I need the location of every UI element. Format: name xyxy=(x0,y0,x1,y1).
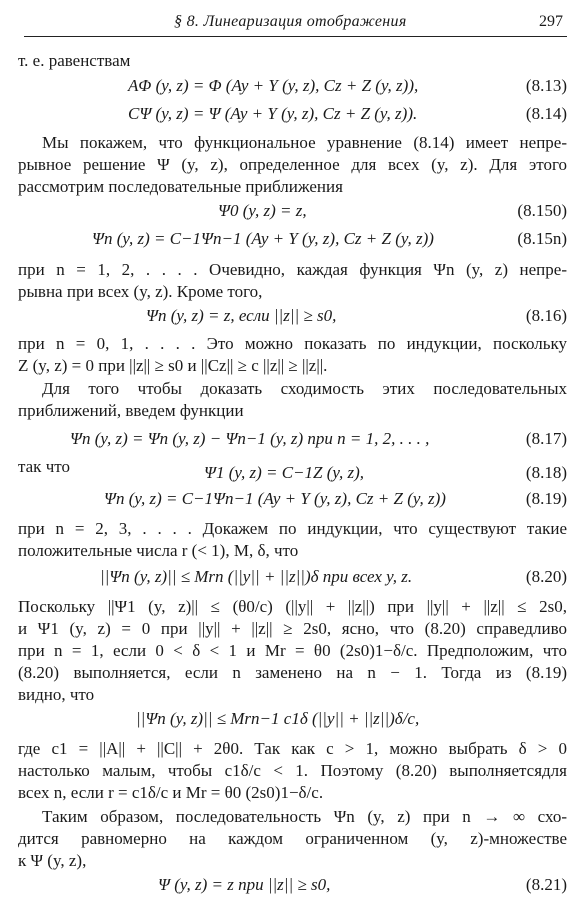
equation-number: (8.19) xyxy=(525,489,567,508)
text-line: настолько малым, чтобы c1δ/c < 1. Поэтому (8.20) выполняетсядля xyxy=(18,761,567,780)
equation-8-14: CΨ (y, z) = Ψ (Ay + Y (y, z), Cz + Z (y, z)). xyxy=(128,104,418,123)
equation-8-18: Ψ1 (y, z) = C−1Z (y, z), xyxy=(204,463,365,482)
text-line: Для того чтобы доказать сходимость этих последовательных xyxy=(42,379,567,398)
equation-number: (8.150) xyxy=(517,201,567,220)
text-line: рывное решение Ψ (y, z), определенное для всех (y, z). Для этого xyxy=(18,155,567,174)
equation-number: (8.14) xyxy=(525,104,567,123)
equation-number: (8.16) xyxy=(525,306,567,325)
text-line: где c1 = ||A|| + ||C|| + 2θ0. Так как c > 1, можно выбрать δ > 0 xyxy=(18,739,567,758)
text-line: при n = 2, 3, . . . . Докажем по индукции, что существуют такие xyxy=(18,519,567,538)
equation-number: (8.20) xyxy=(525,567,567,586)
text-line: Таким образом, последовательность Ψn (y, z) при n → ∞ схо- xyxy=(42,807,567,826)
text-line: и Ψ1 (y, z) = 0 при ||y|| + ||z|| ≥ 2s0, ясно, что (8.20) справедливо xyxy=(18,619,567,638)
text-line: рывна при всех (y, z). Кроме того, xyxy=(18,282,263,301)
text-line: рассмотрим последовательные приближения xyxy=(18,177,343,196)
text-line: (8.20) выполняется, если n заменено на n − 1. Тогда из (8.19) xyxy=(18,663,567,682)
equation-number: (8.21) xyxy=(525,875,567,894)
text-line: всех n, если r = c1δ/c и Mr = θ0 (2s0)1−δ/c. xyxy=(18,783,324,802)
equation-8-15-n: Ψn (y, z) = C−1Ψn−1 (Ay + Y (y, z), Cz + Z (y, z)) xyxy=(92,229,434,248)
text-line: дится равномерно на каждом ограниченном (y, z)-множестве xyxy=(18,829,567,848)
text-line: к Ψ (y, z), xyxy=(18,851,87,870)
section-title: § 8. Линеаризация отображения xyxy=(174,13,407,30)
page-number: 297 xyxy=(539,13,563,30)
equation-8-13: AΦ (y, z) = Φ (Ay + Y (y, z), Cz + Z (y, z)), xyxy=(128,76,419,95)
text-line: положительные числа r (< 1), M, δ, что xyxy=(18,541,299,560)
text-line: видно, что xyxy=(18,685,95,704)
equation-inductive-bound: ||Ψn (y, z)|| ≤ Mrn−1 c1δ (||y|| + ||z||)δ/c, xyxy=(136,709,420,728)
equation-number: (8.17) xyxy=(525,429,567,448)
text-line: при n = 1, если 0 < δ < 1 и Mr = θ0 (2s0)1−δ/c. Предположим, что xyxy=(18,641,567,660)
equation-8-17: Ψn (y, z) = Ψn (y, z) − Ψn−1 (y, z) при n = 1, 2, . . . , xyxy=(70,429,430,448)
text-line: Z (y, z) = 0 при ||z|| ≥ s0 и ||Cz|| ≥ c ||z|| ≥ ||z||. xyxy=(18,356,328,375)
text-line: так что xyxy=(18,457,70,476)
text-line: приближений, введем функции xyxy=(18,401,244,420)
equation-8-19: Ψn (y, z) = C−1Ψn−1 (Ay + Y (y, z), Cz + Z (y, z)) xyxy=(104,489,446,508)
equation-number: (8.15n) xyxy=(517,229,567,248)
equation-8-15-0: Ψ0 (y, z) = z, xyxy=(218,201,307,220)
text-line: т. е. равенствам xyxy=(18,51,131,70)
running-header xyxy=(24,10,567,37)
equation-8-20: ||Ψn (y, z)|| ≤ Mrn (||y|| + ||z||)δ при всех y, z. xyxy=(100,567,413,586)
equation-number: (8.18) xyxy=(525,463,567,482)
equation-number: (8.13) xyxy=(525,76,567,95)
text-line: при n = 1, 2, . . . . Очевидно, каждая функция Ψn (y, z) непре- xyxy=(18,260,567,279)
text-line: Мы покажем, что функциональное уравнение (8.14) имеет непре- xyxy=(42,133,567,152)
equation-8-16: Ψn (y, z) = z, если ||z|| ≥ s0, xyxy=(146,306,337,325)
text-line: Поскольку ||Ψ1 (y, z)|| ≤ (θ0/c) (||y|| + ||z||) при ||y|| + ||z|| ≤ 2s0, xyxy=(18,597,567,616)
text-line: при n = 0, 1, . . . . Это можно показать по индукции, поскольку xyxy=(18,334,567,353)
equation-8-21: Ψ (y, z) = z при ||z|| ≥ s0, xyxy=(158,875,331,894)
